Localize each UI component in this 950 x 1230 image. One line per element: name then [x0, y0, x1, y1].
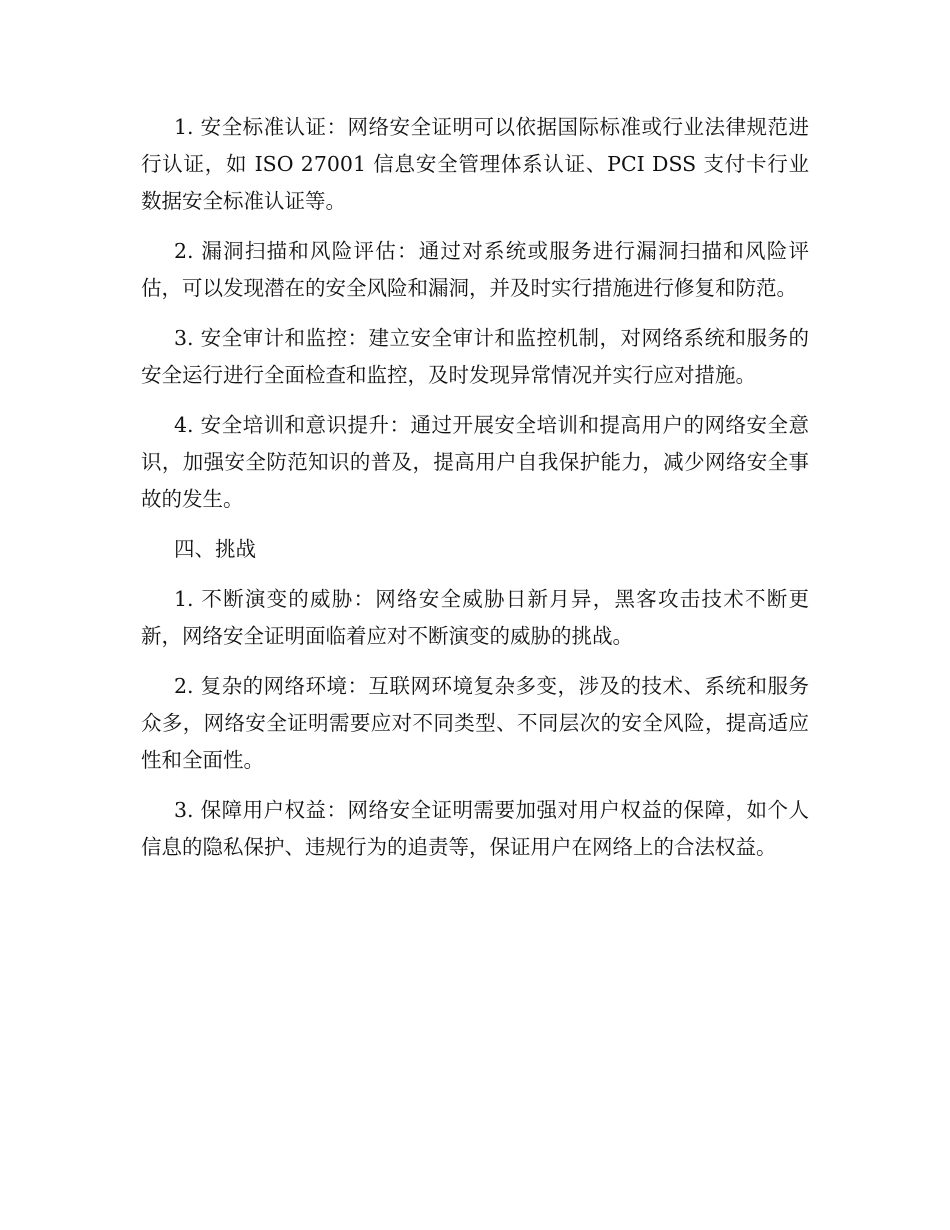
- paragraph-security-audit-monitoring: 3. 安全审计和监控：建立安全审计和监控机制，对网络系统和服务的安全运行进行全面检查和监控，及时发现异常情况并实行应对措施。: [141, 326, 809, 387]
- paragraph-user-rights-protection: 3. 保障用户权益：网络安全证明需要加强对用户权益的保障，如个人信息的隐私保护、违规行为的追责等，保证用户在网络上的合法权益。: [141, 798, 809, 859]
- paragraph-security-training: 4. 安全培训和意识提升：通过开展安全培训和提高用户的网络安全意识，加强安全防范知识的普及，提高用户自我保护能力，减少网络安全事故的发生。: [141, 413, 809, 511]
- paragraph-security-standard-certification: 1. 安全标准认证：网络安全证明可以依据国际标准或行业法律规范进行认证，如 ISO 27001 信息安全管理体系认证、PCI DSS 支付卡行业数据安全标准认证等。: [141, 115, 809, 213]
- section-heading-challenges: 四、挑战: [174, 537, 256, 561]
- document-body: [141, 109, 809, 879]
- paragraph-vulnerability-scanning: 2. 漏洞扫描和风险评估：通过对系统或服务进行漏洞扫描和风险评估，可以发现潜在的安全风险和漏洞，并及时实行措施进行修复和防范。: [141, 239, 809, 300]
- paragraph-evolving-threats: 1. 不断演变的威胁：网络安全威胁日新月异，黑客攻击技术不断更新，网络安全证明面临着应对不断演变的威胁的挑战。: [141, 587, 809, 648]
- paragraph-complex-network-environment: 2. 复杂的网络环境：互联网环境复杂多变，涉及的技术、系统和服务众多，网络安全证明需要应对不同类型、不同层次的安全风险，提高适应性和全面性。: [141, 674, 809, 772]
